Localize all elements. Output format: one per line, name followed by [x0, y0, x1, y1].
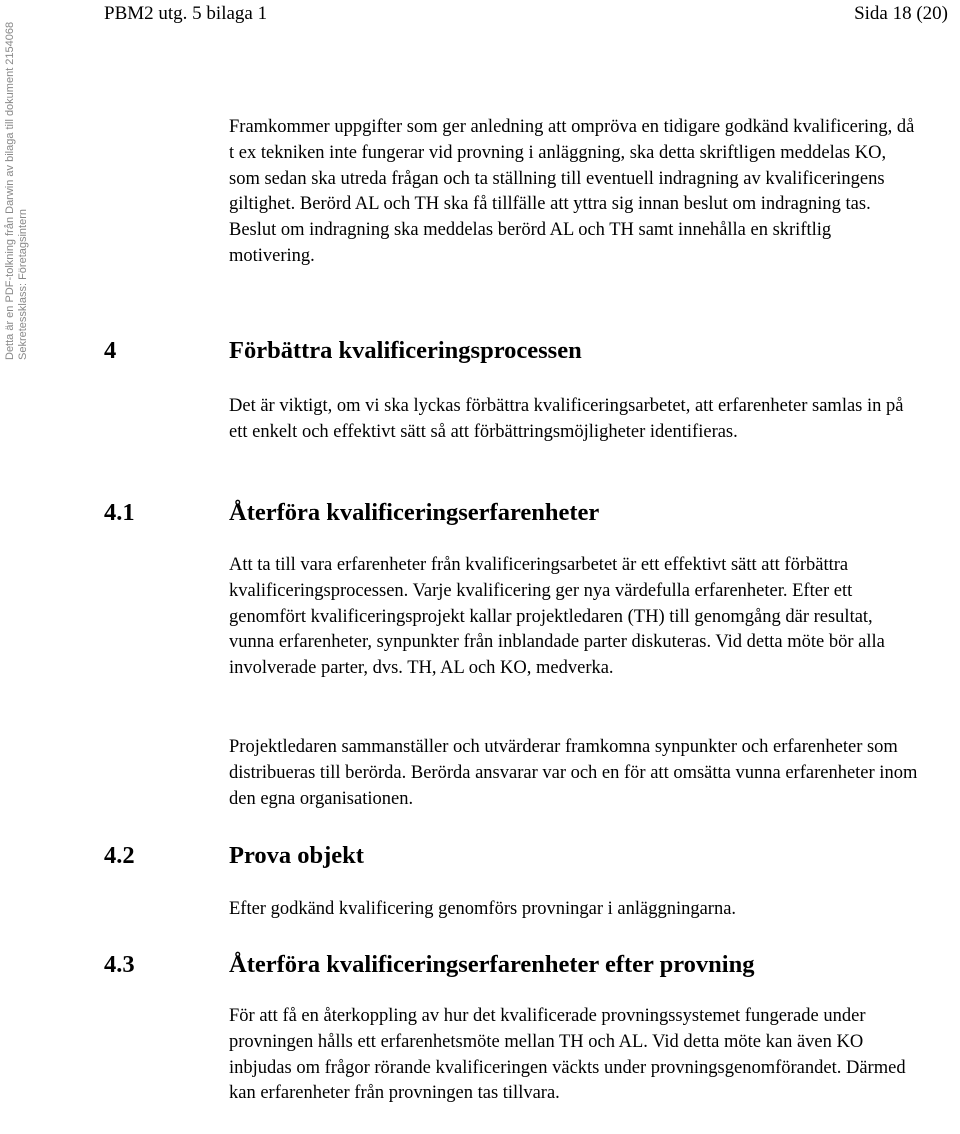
section-number: 4: [104, 337, 117, 364]
section-4-3-paragraph: För att få en återkoppling av hur det kvalificerade provningssystemet fungerade under provningen hålls ett erfarenhetsmöte mellan TH och AL. Vid detta möte kan även KO inbjudas om frågor rörande kvalificeringen väckts under provningsgenomförandet. Därmed kan erfarenheter från provningen tas tillvara.: [229, 1006, 906, 1104]
section-4-2-paragraph: Efter godkänd kvalificering genomförs provningar i anläggningarna.: [229, 899, 737, 919]
intro-paragraph: Framkommer uppgifter som ger anledning att ompröva en tidigare godkänd kvalificering, då t ex tekniken inte fungerar vid provning i anläggning, ska detta skriftligen meddelas KO, som sedan ska utreda frågan och ta ställning till eventuell indragning av kvalificeringens giltighet. Berörd AL och TH ska få tillfälle att yttra sig innan beslut om indragning tas. Beslut om indragning ska meddelas berörd AL och TH samt innehålla en skriftlig motivering.: [229, 117, 915, 266]
section-title: Prova objekt: [229, 842, 364, 869]
side-note-line2: Sekretessklass: Företagsintern: [17, 208, 29, 360]
section-4-paragraph: Det är viktigt, om vi ska lyckas förbättra kvalificeringsarbetet, att erfarenheter samlas in på ett enkelt och effektivt sätt så att förbättringsmöjligheter identifieras.: [229, 396, 904, 442]
section-4-2-heading: [104, 841, 364, 871]
section-number: 4.2: [104, 842, 135, 869]
side-note-line1: Detta är en PDF-tolkning från Darwin av bilaga till dokument 2154068: [4, 21, 16, 360]
section-4-1-paragraph-2: Projektledaren sammanställer och utvärderar framkomna synpunkter och erfarenheter som distribueras till berörda. Berörda ansvarar var och en för att omsätta vunna erfarenheter inom den egna organisationen.: [229, 737, 918, 809]
page-number: Sida 18 (20): [854, 3, 948, 24]
document-id: PBM2 utg. 5 bilaga 1: [104, 3, 268, 24]
section-4-heading: [104, 336, 582, 366]
section-4-1-heading: [104, 498, 599, 528]
section-title: Återföra kvalificeringserfarenheter: [229, 499, 600, 526]
section-title: Förbättra kvalificeringsprocessen: [229, 337, 582, 364]
section-4-1-paragraph-1: Att ta till vara erfarenheter från kvalificeringsarbetet är ett effektivt sätt att förbättra kvalificeringsprocessen. Varje kvalificering ger nya värdefulla erfarenheter. Efter ett genomfört kvalificeringsprojekt kallar projektledaren (TH) till genomgång där resultat, vunna erfarenheter, synpunkter från inblandade parter diskuteras. Vid detta möte bör alla involverade parter, dvs. TH, AL och KO, medverka.: [229, 555, 885, 679]
section-number: 4.1: [104, 499, 135, 526]
section-4-3-heading: [104, 950, 754, 980]
section-number: 4.3: [104, 951, 135, 978]
section-title: Återföra kvalificeringserfarenheter efter provning: [229, 951, 755, 978]
